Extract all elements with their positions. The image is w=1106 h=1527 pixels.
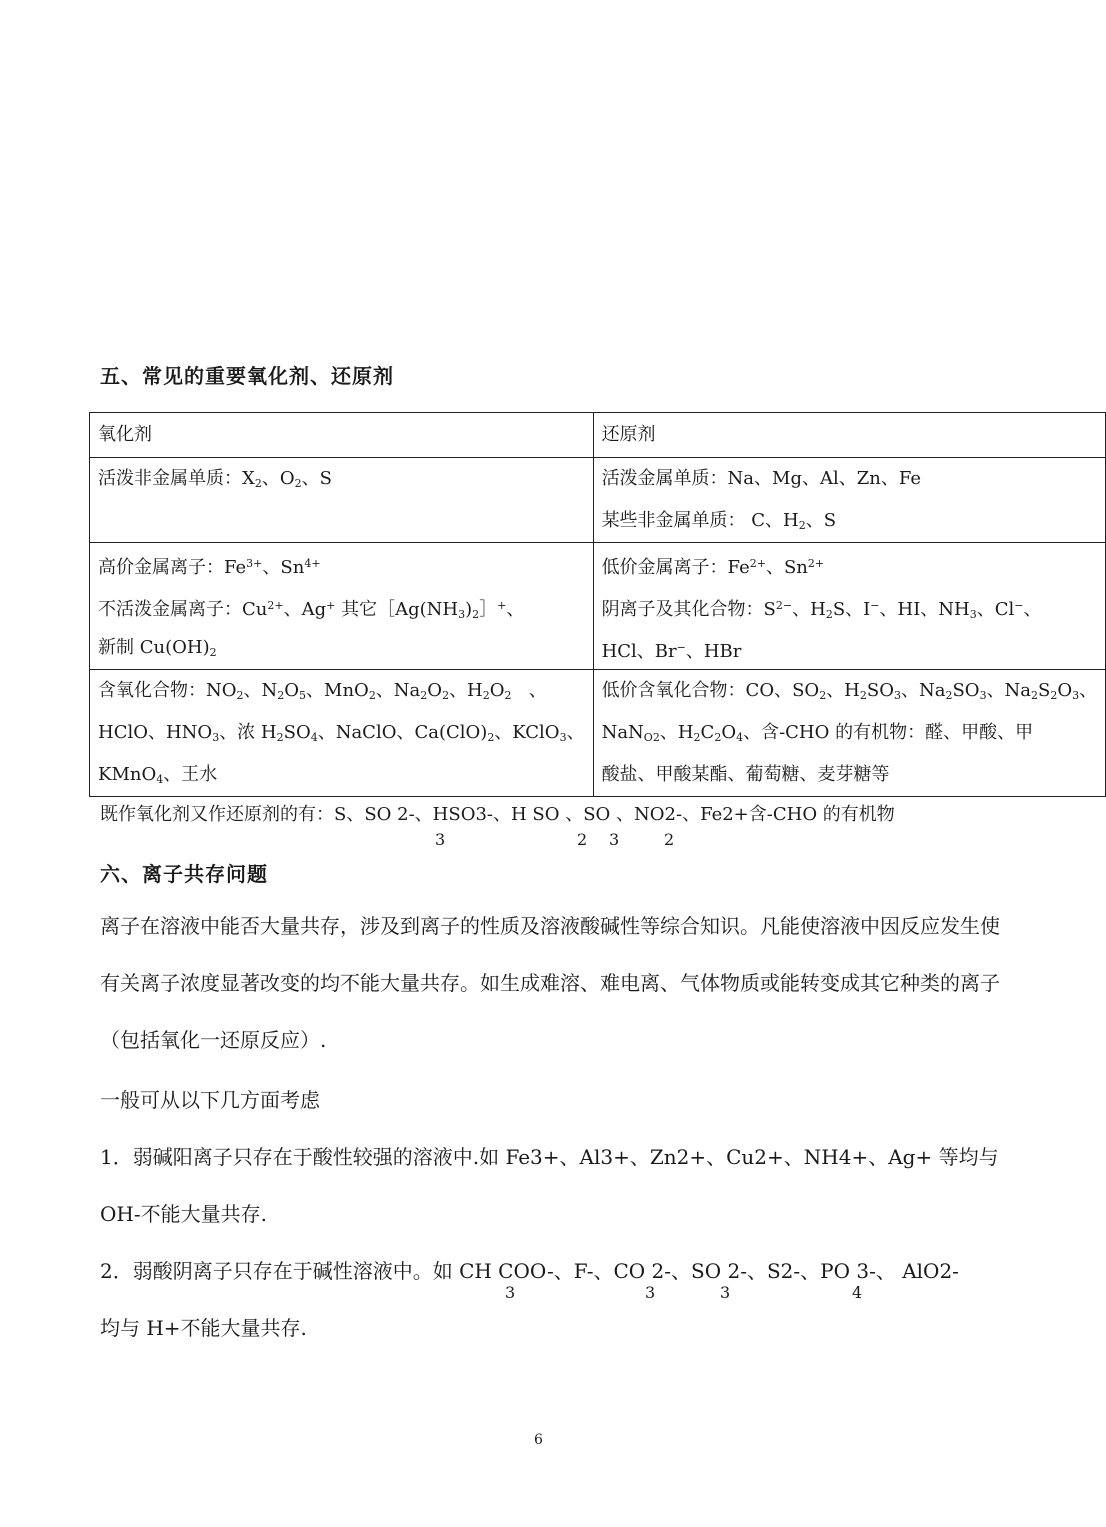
- item-2-line-2: 均与 H+不能大量共存.: [100, 1316, 307, 1340]
- header-reducer: 还原剂: [593, 413, 1106, 458]
- oxidizer-metal-ion-cell: 高价金属离子：$Fe^{3+}$、$Sn^{4+}$ 不活泼金属离子：$Cu^{2+}$、Ag+ 其它$[Ag(NH_3)_2]^+$、 新制 $Cu(OH)_2$: [90, 543, 594, 670]
- subscript: 3: [720, 1283, 731, 1302]
- reducer-elemental-cell: 活泼金属单质：Na、Mg、Al、Zn、Fe 某些非金属单质： C、$H_2$、S: [593, 458, 1106, 543]
- section-5-heading: 五、常见的重要氧化剂、还原剂: [100, 364, 394, 388]
- header-oxidizer: 氧化剂: [90, 413, 594, 458]
- item-2-line-1: 2．弱酸阴离子只存在于碱性溶液中。如 CH COO-、F-、CO 2-、SO 2-、S2-、PO 3-、 AlO2-: [100, 1259, 959, 1283]
- table-row: [90, 670, 1106, 797]
- item-1-line-1: 1．弱碱阳离子只存在于酸性较强的溶液中.如 Fe3+、Al3+、Zn2+、Cu2+、NH4+、Ag+ 等均与: [100, 1145, 999, 1169]
- item-1-line-2: OH-不能大量共存.: [100, 1202, 267, 1226]
- reducer-ion-cell: 低价金属离子：$Fe^{2+}$、$Sn^{2+}$ 阴离子及其化合物：$S^{2-}$、$H_2S$、I−、HI、$NH_3$、Cl−、 HCl、Br−、HBr: [593, 543, 1106, 670]
- subscript: 3: [645, 1283, 656, 1302]
- subscript: 3: [435, 830, 446, 849]
- oxidizer-oxy-cell: 含氧化合物：$NO_2$、$N_2O_5$、MnO$_2$、$Na_2O_2$、$H_2O_2$ 、 HClO、$HNO_3$、浓 $H_2SO_4$、NaClO、$Ca(ClO)_2$、KClO$_3$、 KMnO$_4$、王水: [90, 670, 594, 797]
- intro-paragraph: 离子在溶液中能否大量共存，涉及到离子的性质及溶液酸碱性等综合知识。凡能使溶液中因反应发生使有关离子浓度显著改变的均不能大量共存。如生成难溶、难电离、气体物质或能转变成其它种类的离子（包括氧化一还原反应）.: [100, 914, 1000, 1052]
- subscript: 3: [609, 830, 620, 849]
- both-oxidizer-reducer-line: 既作氧化剂又作还原剂的有：S、SO 2-、HSO3-、H SO 、SO 、NO2-、Fe2+含-CHO 的有机物: [100, 804, 895, 825]
- section-6-heading: 六、离子共存问题: [100, 862, 268, 886]
- oxidizer-reducer-table: [89, 412, 1106, 797]
- page-number: 6: [534, 1432, 543, 1448]
- table-header-row: [90, 413, 1106, 458]
- table-row: [90, 543, 1106, 670]
- subscript: 3: [505, 1283, 516, 1302]
- subscript: 2: [664, 830, 675, 849]
- reducer-oxy-cell: 低价含氧化合物：CO、$SO_2$、$H_2SO_3$、$Na_2SO_3$、$Na_2S_2O_3$、 NaN$_{O2}$、$H_2C_2O_4$、含-CHO 的有机物：醛、甲酸、甲 酸盐、甲酸某酯、葡萄糖、麦芽糖等: [593, 670, 1106, 797]
- subscript: 2: [577, 830, 588, 849]
- subscript: 4: [852, 1283, 863, 1302]
- consider-line: 一般可从以下几方面考虑: [100, 1088, 320, 1112]
- oxidizer-nonmetal-cell: 活泼非金属单质：$X_2$、$O_2$、S: [90, 458, 594, 543]
- table-row: [90, 458, 1106, 543]
